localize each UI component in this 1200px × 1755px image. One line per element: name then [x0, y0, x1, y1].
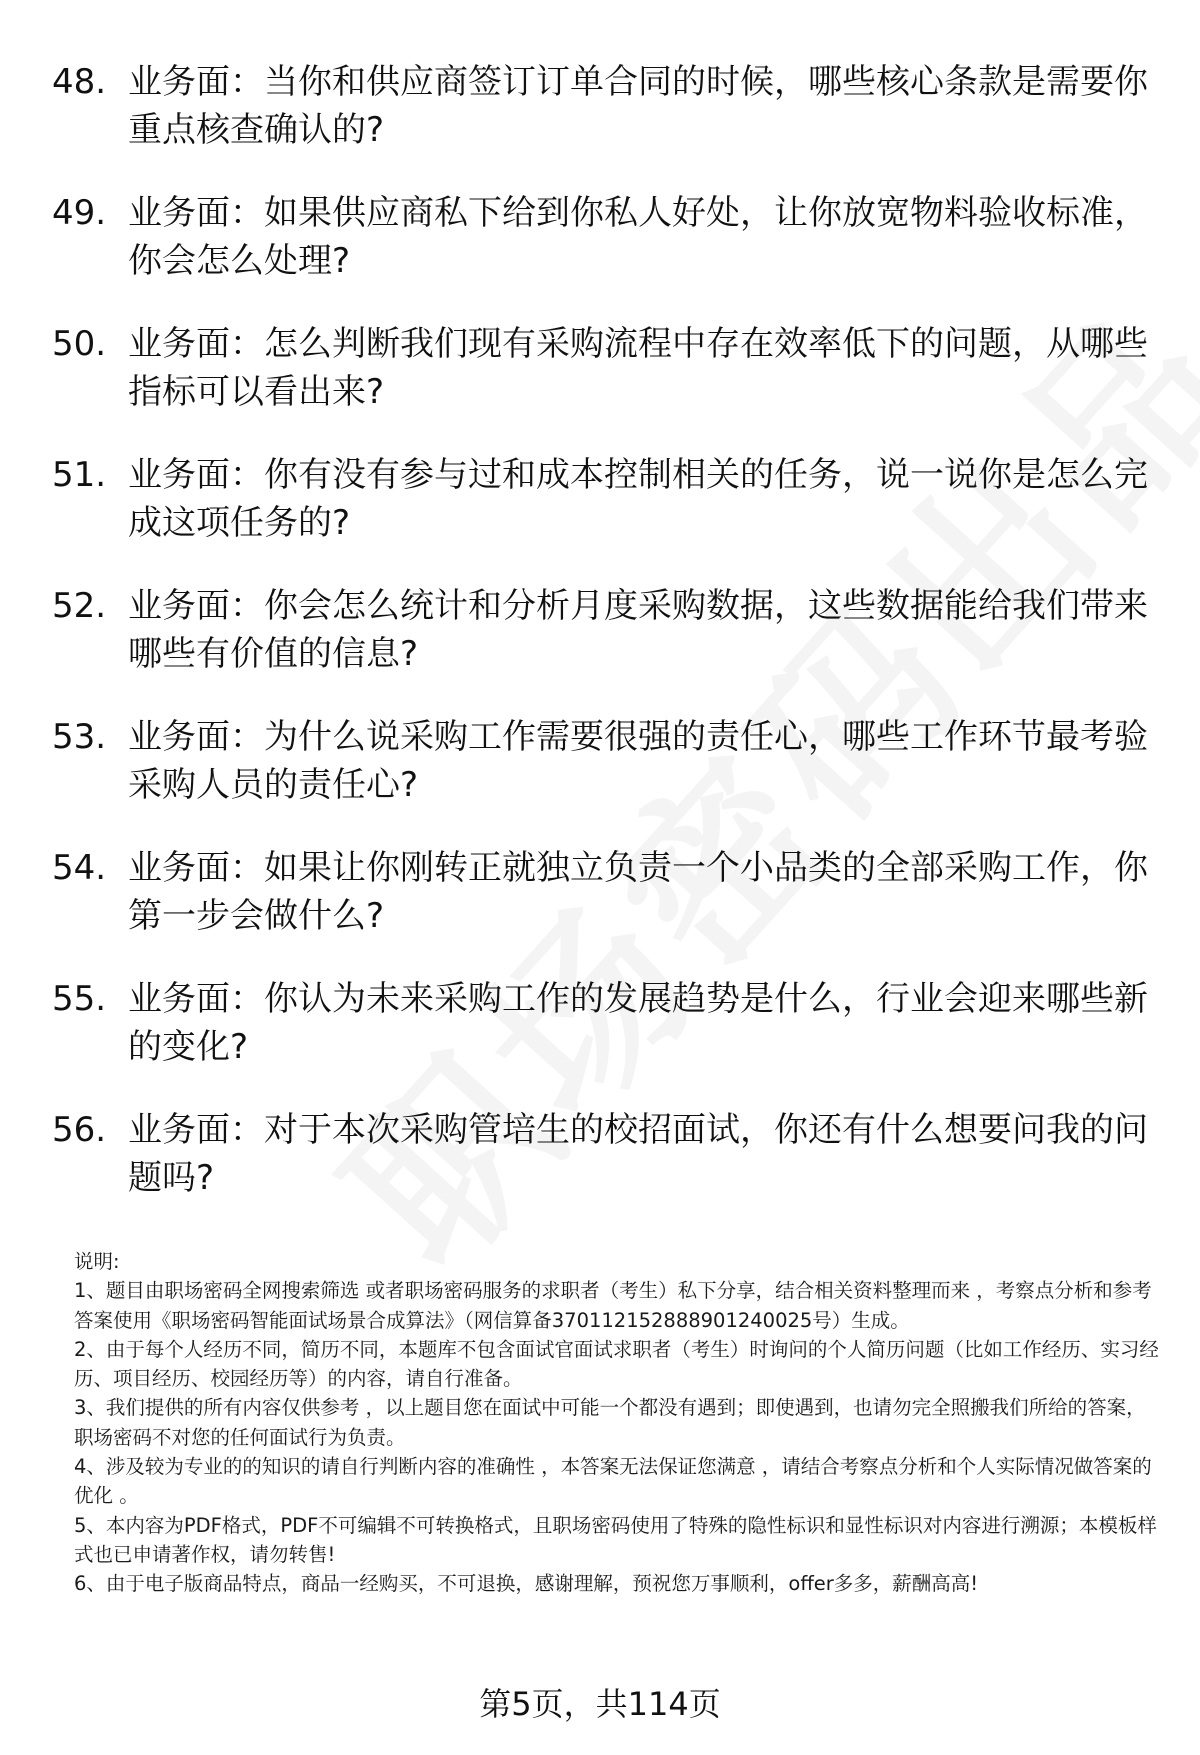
question-number: 48.: [52, 62, 107, 102]
question-number: 56.: [52, 1110, 107, 1150]
question-item: [0, 844, 1200, 975]
note-item: 5、本内容为PDF格式，PDF不可编辑不可转换格式，且职场密码使用了特殊的隐性标识和显性标识对内容进行溯源；本模板样式也已申请著作权，请勿转售!: [74, 1513, 1157, 1566]
question-item: [0, 58, 1200, 189]
question-text: 业务面：如果让你刚转正就独立负责一个小品类的全部采购工作，你第一步会做什么?: [128, 848, 1148, 936]
question-item: [0, 975, 1200, 1106]
note-item: 1、题目由职场密码全网搜索筛选 或者职场密码服务的求职者（考生）私下分享，结合相关资料整理而来 ，考察点分析和参考答案使用《职场密码智能面试场景合成算法》（网信算备370112152888901240025号）生成。: [74, 1279, 1152, 1332]
note-item: 6、由于电子版商品特点，商品一经购买，不可退换，感谢理解，预祝您万事顺利，offer多多，薪酬高高!: [74, 1572, 979, 1596]
question-number: 51.: [52, 455, 107, 495]
question-text: 业务面：如果供应商私下给到你私人好处，让你放宽物料验收标准，你会怎么处理?: [128, 193, 1148, 281]
question-text: 业务面：你会怎么统计和分析月度采购数据，这些数据能给我们带来哪些有价值的信息?: [128, 586, 1148, 674]
note-item: 3、我们提供的所有内容仅供参考 ，以上题目您在面试中可能一个都没有遇到；即使遇到，也请勿完全照搬我们所给的答案，职场密码不对您的任何面试行为负责。: [74, 1396, 1146, 1449]
question-item: [0, 451, 1200, 582]
question-item: [0, 1106, 1200, 1237]
question-text: 业务面：怎么判断我们现有采购流程中存在效率低下的问题，从哪些指标可以看出来?: [128, 324, 1148, 412]
question-text: 业务面：当你和供应商签订订单合同的时候，哪些核心条款是需要你重点核查确认的?: [128, 62, 1148, 150]
question-number: 55.: [52, 979, 107, 1019]
question-number: 50.: [52, 324, 107, 364]
question-text: 业务面：你有没有参与过和成本控制相关的任务，说一说你是怎么完成这项任务的?: [128, 455, 1148, 543]
question-number: 52.: [52, 586, 107, 626]
question-list: [0, 58, 1200, 1237]
question-number: 49.: [52, 193, 107, 233]
disclaimer-notes: [74, 1247, 1159, 1599]
question-item: [0, 713, 1200, 844]
question-item: [0, 189, 1200, 320]
note-item: 2、由于每个人经历不同，简历不同，本题库不包含面试官面试求职者（考生）时询问的个人简历问题（比如工作经历、实习经历、项目经历、校园经历等）的内容，请自行准备。: [74, 1337, 1159, 1391]
question-item: [0, 582, 1200, 713]
question-number: 54.: [52, 848, 107, 888]
page-number: 第5页，共114页: [479, 1685, 721, 1723]
notes-heading: 说明:: [74, 1250, 120, 1273]
question-text: 业务面：你认为未来采购工作的发展趋势是什么，行业会迎来哪些新的变化?: [128, 979, 1148, 1067]
question-item: [0, 320, 1200, 451]
question-text: 业务面：对于本次采购管培生的校招面试，你还有什么想要问我的问题吗?: [128, 1110, 1148, 1198]
note-item: 4、涉及较为专业的的知识的请自行判断内容的准确性 ，本答案无法保证您满意 ，请结合考察点分析和个人实际情况做答案的优化 。: [74, 1455, 1152, 1508]
question-text: 业务面：为什么说采购工作需要很强的责任心，哪些工作环节最考验采购人员的责任心?: [128, 717, 1148, 805]
question-number: 53.: [52, 717, 107, 757]
